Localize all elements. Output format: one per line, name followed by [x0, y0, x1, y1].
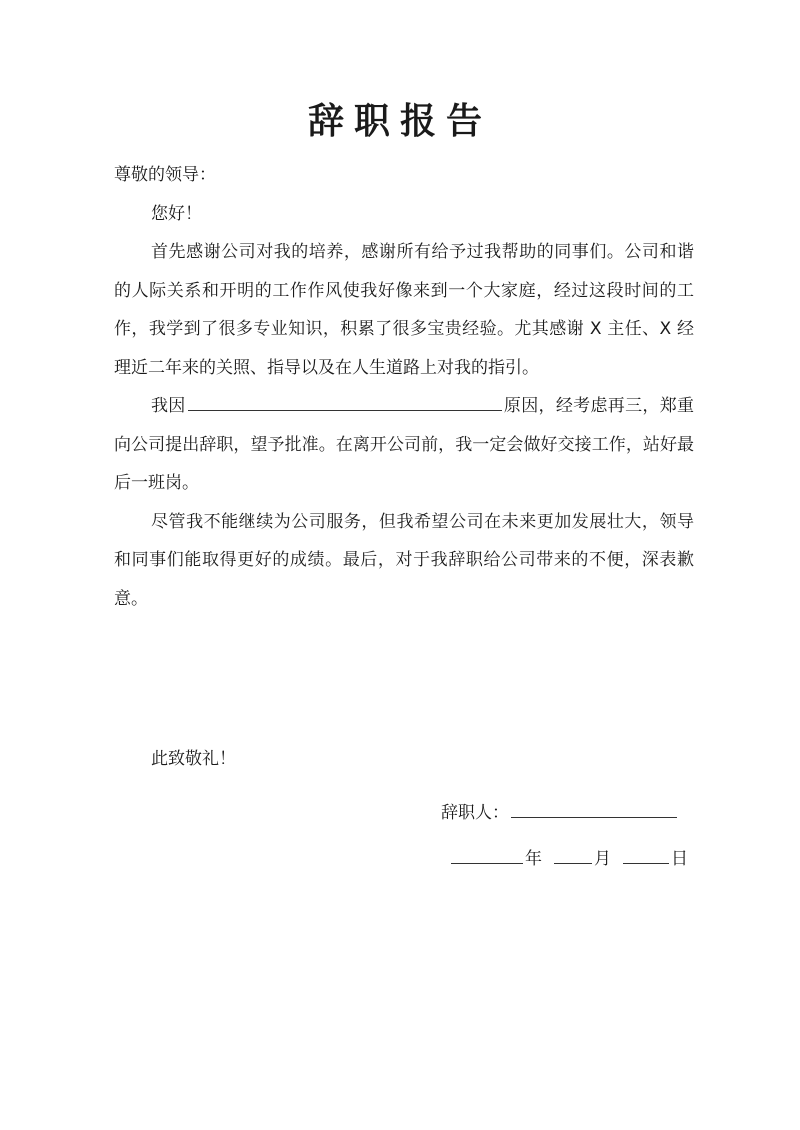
day-blank-field[interactable] [623, 843, 669, 864]
document-title: 辞职报告 [307, 101, 492, 142]
document-body [114, 156, 694, 618]
year-label: 年 [525, 849, 542, 869]
salutation: 尊敬的领导： [114, 165, 216, 185]
paragraph-reason [114, 387, 694, 503]
reason-prefix: 我因 [151, 396, 186, 416]
reason-blank-field[interactable] [188, 390, 502, 411]
paragraph-wishes: 尽管我不能继续为公司服务，但我希望公司在未来更加发展壮大，领导和同事们能取得更好的成绩。最后，对于我辞职给公司带来的不便，深表歉意。 [114, 511, 694, 609]
day-label: 日 [671, 849, 688, 869]
year-blank-field[interactable] [451, 843, 523, 864]
date-line [449, 840, 688, 878]
signature-label: 辞职人： [441, 803, 509, 823]
month-label: 月 [594, 849, 611, 869]
paragraph-gratitude: 首先感谢公司对我的培养，感谢所有给予过我帮助的同事们。公司和谐的人际关系和开明的工作作风使我好像来到一个大家庭，经过这段时间的工作，我学到了很多专业知识，积累了很多宝贵经验。尤其感谢 X 主任、X 经理近二年来的关照、指导以及在人生道路上对我的指引。 [114, 242, 694, 378]
signature-blank-field[interactable] [511, 797, 677, 818]
closing-salute: 此致敬礼！ [151, 749, 236, 769]
signature-line [441, 794, 679, 832]
reason-suffix: 原因，经考虑再三，郑重向公司提出辞职，望予批准。在离开公司前，我一定会做好交接工作，站好最后一班岗。 [114, 396, 695, 493]
greeting: 您好！ [151, 203, 202, 224]
month-blank-field[interactable] [554, 843, 592, 864]
